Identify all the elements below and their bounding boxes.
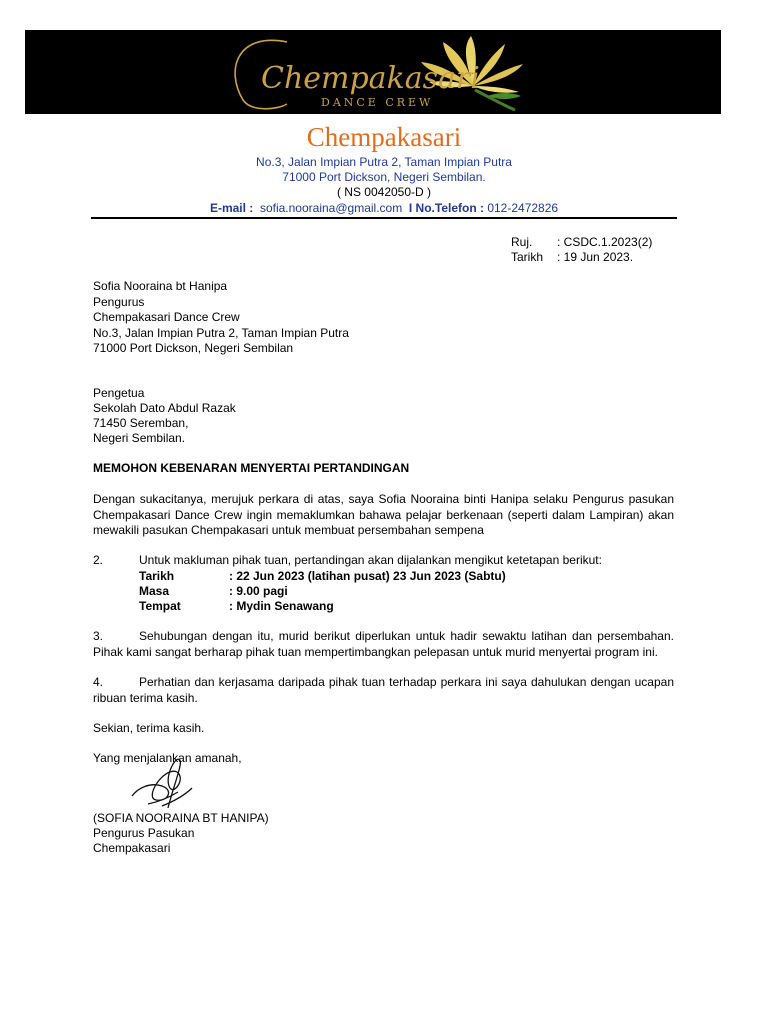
paragraph-1: Dengan sukacitanya, merujuk perkara di atas, saya Sofia Nooraina binti Hanipa selaku Pengurus pasukan Chempakasari Dance Crew ingin memaklumkan bahawa pelajar berkenaan (seperti dalam Lampiran) akan mewakili pasukan Chempakasari untuk membuat persembahan sempena [93, 492, 674, 537]
phone-label: I No.Telefon : [408, 201, 484, 215]
email-value: sofia.nooraina@gmail.com [259, 201, 403, 215]
signoff-org: Chempakasari [93, 841, 171, 855]
handwritten-signature [128, 752, 198, 814]
paragraph-2-text: Untuk makluman pihak tuan, pertandingan akan dijalankan mengikut ketetapan berikut: [139, 553, 602, 567]
recipient-line: Negeri Sembilan. [93, 431, 186, 445]
contact-line [0, 201, 768, 215]
ruj-label: Ruj. [511, 235, 533, 249]
logo-banner [25, 30, 721, 114]
closing-line: Sekian, terima kasih. [93, 721, 205, 735]
detail-row [139, 599, 334, 613]
signoff-title: Pengurus Pasukan [93, 826, 195, 840]
paragraph-4 [93, 675, 674, 706]
detail-row [139, 569, 506, 583]
sender-line: 71000 Port Dickson, Negeri Sembilan [93, 341, 294, 355]
sender-line: Sofia Nooraina bt Hanipa [93, 279, 228, 293]
paragraph-number: 2. [93, 553, 104, 567]
detail-label: Tempat [139, 599, 181, 613]
sender-line: Chempakasari Dance Crew [93, 310, 240, 324]
header-divider [91, 217, 677, 219]
detail-label: Tarikh [139, 569, 175, 583]
logo-script: Chempakasari [261, 61, 480, 96]
paragraph-number: 3. [93, 629, 104, 643]
detail-value: : 22 Jun 2023 (latihan pusat) 23 Jun 2023 (Sabtu) [229, 569, 506, 583]
address-line-1: No.3, Jalan Impian Putra 2, Taman Impian Putra [256, 155, 512, 169]
sender-line: No.3, Jalan Impian Putra 2, Taman Impian Putra [93, 326, 349, 340]
detail-row [139, 584, 288, 598]
detail-value: : Mydin Senawang [229, 599, 334, 613]
ref-ruj [511, 235, 652, 249]
email-label: E-mail : [209, 201, 254, 215]
ref-tarikh [511, 250, 633, 264]
recipient-line: Pengetua [93, 386, 145, 400]
paragraph-3-text: Sehubungan dengan itu, murid berikut diperlukan untuk hadir sewaktu latihan dan persembahan. Pihak kami sangat berharap pihak tuan mempertimbangkan pelepasan untuk murid menyertai program ini. [93, 629, 674, 659]
detail-label: Masa [139, 584, 170, 598]
logo-subtext: DANCE CREW [321, 96, 434, 109]
paragraph-4-text: Perhatian dan kerjasama daripada pihak tuan terhadap perkara ini saya dahulukan dengan ucapan ribuan terima kasih. [93, 675, 674, 705]
address-line-2: 71000 Port Dickson, Negeri Sembilan. [282, 170, 486, 184]
yang-menjalankan: Yang menjalankan amanah, [93, 751, 242, 765]
chempaka-logo [25, 30, 721, 114]
letter-subject: MEMOHON KEBENARAN MENYERTAI PERTANDINGAN [93, 461, 410, 475]
org-name: Chempakasari [306, 122, 462, 152]
paragraph-2 [93, 553, 602, 567]
tarikh-label: Tarikh [511, 250, 544, 264]
recipient-line: Sekolah Dato Abdul Razak [93, 401, 236, 415]
registration-number: ( NS 0042050-D ) [336, 185, 432, 199]
paragraph-number: 4. [93, 675, 104, 689]
recipient-line: 71450 Seremban, [93, 416, 189, 430]
ruj-value: : CSDC.1.2023(2) [557, 235, 653, 249]
tarikh-value: : 19 Jun 2023. [557, 250, 634, 264]
sender-line: Pengurus [93, 295, 145, 309]
phone-value: 012-2472826 [487, 201, 559, 215]
signoff-name: (SOFIA NOORAINA BT HANIPA) [93, 811, 269, 825]
detail-value: : 9.00 pagi [229, 584, 288, 598]
paragraph-3 [93, 629, 674, 660]
